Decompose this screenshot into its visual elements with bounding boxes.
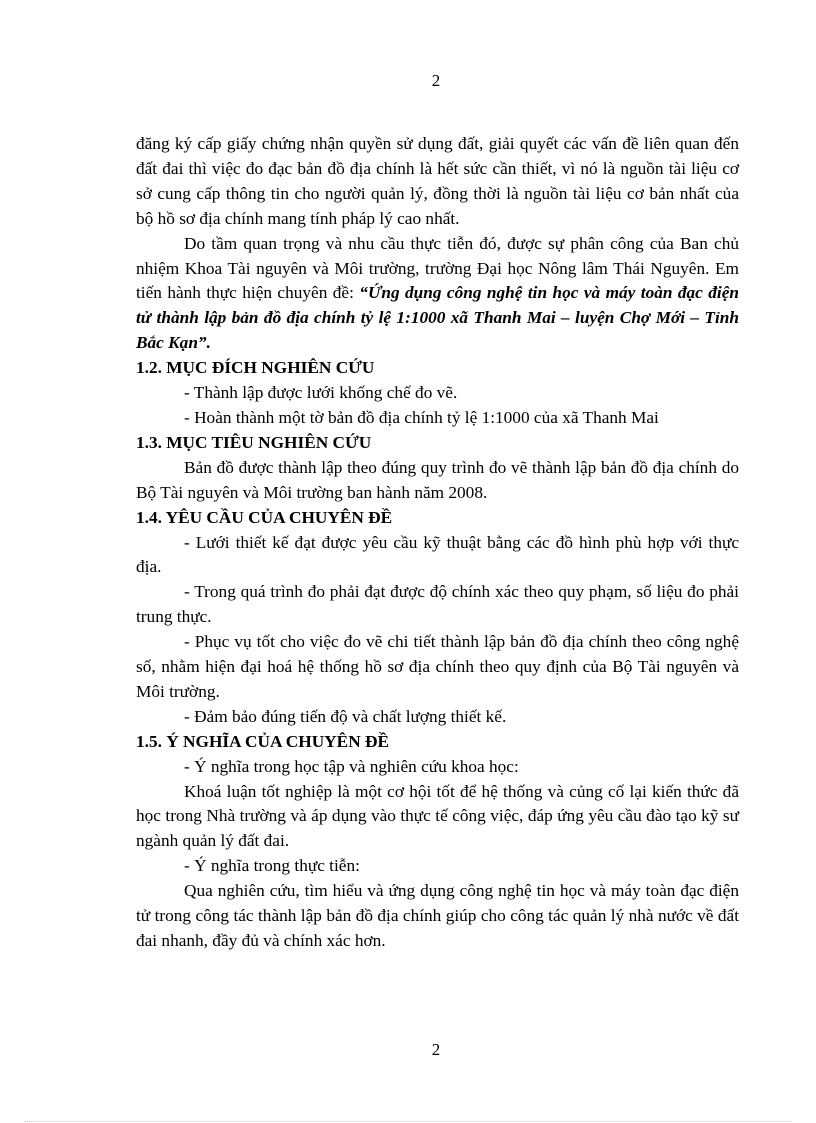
- document-body: [136, 132, 739, 954]
- list-item: - Trong quá trình đo phải đạt được độ chính xác theo quy phạm, số liệu đo phải trung thực.: [136, 582, 739, 627]
- page-number-top: 2: [431, 71, 441, 90]
- paragraph-objective: Bản đồ được thành lập theo đúng quy trình đo vẽ thành lập bản đồ địa chính do Bộ Tài nguyên và Môi trường ban hành năm 2008.: [136, 457, 739, 502]
- paragraph-academic: Khoá luận tốt nghiệp là một cơ hội tốt để hệ thống và củng cố lại kiến thức đã học trong Nhà trường và áp dụng vào thực tế công việc, đáp ứng yêu cầu đào tạo kỹ sư ngành quản lý đất đai.: [136, 781, 739, 851]
- paragraph-topic: [136, 232, 739, 357]
- heading-1-5: 1.5. Ý NGHĨA CỦA CHUYÊN ĐỀ: [136, 731, 389, 751]
- list-item: - Lưới thiết kế đạt được yêu cầu kỹ thuật bằng các đồ hình phù hợp với thực địa.: [136, 532, 739, 577]
- topic-title: “Ứng dụng công nghệ tin học và máy toàn đạc điện tử thành lập bản đồ địa chính tỷ lệ 1:1000 xã Thanh Mai – luyện Chợ Mới – Tỉnh Bắc Kạn”.: [136, 283, 739, 353]
- list-item: - Phục vụ tốt cho việc đo vẽ chi tiết thành lập bản đồ địa chính theo công nghệ số, nhằm hiện đại hoá hệ thống hồ sơ địa chính theo quy định của Bộ Tài nguyên và Môi trường.: [136, 632, 739, 701]
- list-item: - Hoàn thành một tờ bản đồ địa chính tỷ lệ 1:1000 của xã Thanh Mai: [184, 407, 659, 427]
- heading-1-2: 1.2. MỤC ĐÍCH NGHIÊN CỨU: [136, 358, 375, 378]
- subheading-practical: - Ý nghĩa trong thực tiễn:: [184, 856, 360, 876]
- list-item: - Thành lập được lưới khống chế đo vẽ.: [184, 383, 458, 403]
- heading-1-4: 1.4. YÊU CẦU CỦA CHUYÊN ĐỀ: [136, 507, 393, 527]
- paragraph-intro: đăng ký cấp giấy chứng nhận quyền sử dụng đất, giải quyết các vấn đề liên quan đến đất đai thì việc đo đạc bản đồ địa chính là hết sức cần thiết, vì nó là nguồn tài liệu cơ sở cung cấp thông tin cho người quản lý, đồng thời là nguồn tài liệu cơ bản nhất của bộ hồ sơ địa chính mang tính pháp lý cao nhất.: [136, 134, 739, 228]
- heading-1-3: 1.3. MỤC TIÊU NGHIÊN CỨU: [136, 432, 372, 452]
- page-number-bottom: 2: [431, 1040, 441, 1059]
- page-bottom-divider: [24, 1121, 792, 1122]
- list-item: - Đảm bảo đúng tiến độ và chất lượng thiết kế.: [184, 706, 507, 726]
- topic-lead-text: Do tầm quan trọng và nhu cầu thực tiễn đó, được sự phân công của Ban chủ nhiệm Khoa Tài nguyên và Môi trường, trường Đại học Nông lâm Thái Nguyên. Em tiến hành thực hiện chuyên đề:: [136, 233, 739, 303]
- subheading-academic: - Ý nghĩa trong học tập và nghiên cứu khoa học:: [184, 756, 519, 776]
- paragraph-practical: Qua nghiên cứu, tìm hiểu và ứng dụng công nghệ tin học và máy toàn đạc điện tử trong công tác thành lập bản đồ địa chính giúp cho công tác quản lý nhà nước về đất đai nhanh, đầy đủ và chính xác hơn.: [136, 881, 739, 950]
